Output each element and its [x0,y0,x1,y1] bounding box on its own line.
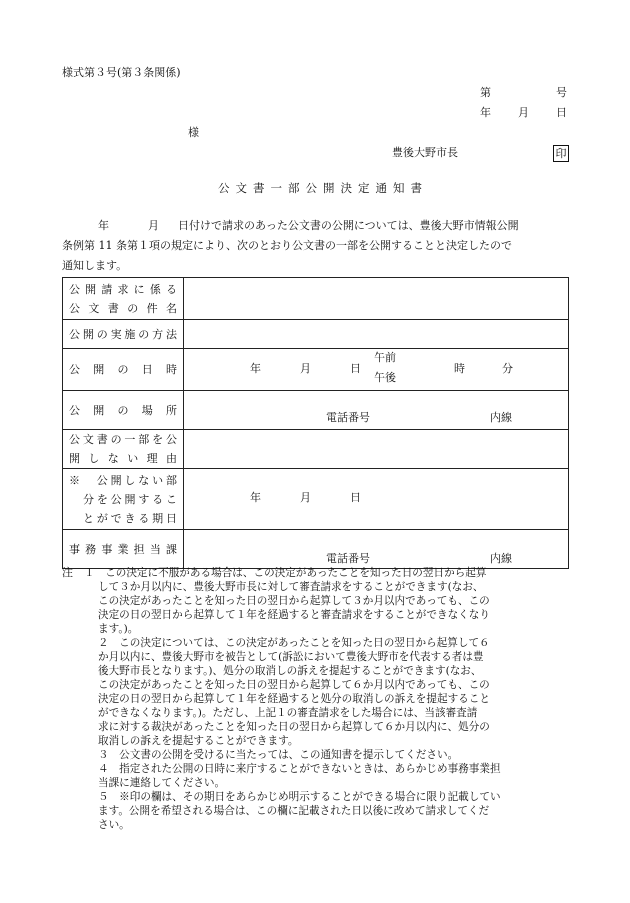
intro-line-1: 日付けで請求のあった公文書の公開については、豊後大野市情報公開 [178,219,519,232]
label-responsible-section: 事務事業担当課 [63,530,184,569]
label-future-disclosure-date: ※ 公開しない部 分を公開するこ とができる期日 [63,469,184,530]
future-date-day: 日 [350,491,361,504]
datetime-month: 月 [300,362,311,375]
label-disclosure-method: 公開の実施の方法 [63,320,184,349]
notes-section [70,566,570,832]
note-4: ４ 指定された公開の日時に来庁することができないときは、あらかじめ事務事業担 当課に連絡してください。 [98,763,501,789]
section-extension-label: 内線 [490,552,512,565]
field-disclosure-method[interactable] [184,320,569,349]
notes-marker: 注 [62,566,73,579]
datetime-am: 午前 [374,351,396,364]
seal-mark: 印 [553,145,569,162]
datetime-pm: 午後 [374,371,396,384]
field-nondisclosure-reason[interactable] [184,430,569,469]
section-phone-label: 電話番号 [326,552,370,565]
issuer-name: 豊後大野市長 [392,146,458,159]
note-3: ３ 公文書の公開を受けるに当たっては、この通知書を提示してください。 [98,749,459,761]
field-disclosure-place[interactable] [184,391,569,430]
intro-line-2: 条例第 11 条第１項の規定により、次のとおり公文書の一部を公開することと決定したので [62,239,512,252]
future-date-month: 月 [300,491,311,504]
intro-year: 年 [98,219,109,232]
table-row [63,530,569,569]
datetime-day: 日 [350,362,361,375]
table-row [63,469,569,530]
decision-table [62,277,569,569]
date-month: 月 [518,106,529,119]
field-future-disclosure-date[interactable] [184,469,569,530]
note-5: ５ ※印の欄は、その期日をあらかじめ明示することができる場合に限り記載してい ます。公開を希望される場合は、この欄に記載された日以後に改めて請求してくだ さい。 [98,791,501,831]
table-row [63,430,569,469]
note-2: ２ この決定については、この決定があったことを知った日の翌日から起算して６ か月以内に、豊後大野市を被告として(訴訟において豊後大野市を代表する者は豊 後大野市長となります。)、処分の取消しの訴えを提起することができます(なお、 この決定があったことを知った日の翌日から起算して６か月以内であっても、この 決定の日の翌日から起算して１年を経過すると処分の取消しの訴えを提起すること ができなくなります。)。ただし、上記１の審査請求をした場合には、当該審査請 求に対する裁決があったことを知った日の翌日から起算して６か月以内に、処分の 取消しの訴えを提起することができます。 [98,637,490,747]
datetime-year: 年 [250,362,261,375]
future-date-year: 年 [250,491,261,504]
label-nondisclosure-reason: 公文書の一部を公 開しない理由 [63,430,184,469]
field-responsible-section[interactable] [184,530,569,569]
doc-number-suffix: 号 [556,86,567,99]
datetime-hour: 時 [454,362,465,375]
place-phone-label: 電話番号 [326,411,370,424]
table-row [63,320,569,349]
table-row [63,278,569,320]
document-title: 公文書一部公開決定通知書 [218,181,428,195]
date-year: 年 [480,106,491,119]
field-request-subject[interactable] [184,278,569,320]
intro-month: 月 [148,219,159,232]
table-row [63,391,569,430]
field-disclosure-datetime[interactable] [184,349,569,391]
note-1: １ この決定に不服がある場合は、この決定があったことを知った日の翌日から起算 して３か月以内に、豊後大野市長に対して審査請求をすることができます(なお、 この決定があったことを知った日の翌日から起算して３か月以内であっても、この 決定の日の翌日から起算して１年を経過すると審査請求をすることができなくなり ます。)。 [84,567,490,635]
form-number: 様式第３号(第３条関係) [62,66,181,79]
label-disclosure-place: 公開の場所 [63,391,184,430]
date-day: 日 [556,106,567,119]
intro-line-3: 通知します。 [62,259,128,272]
doc-number-prefix: 第 [480,86,491,99]
table-row [63,349,569,391]
label-request-subject: 公開請求に係る 公文書の件名 [63,278,184,320]
addressee-suffix: 様 [188,126,199,139]
label-disclosure-datetime: 公開の日時 [63,349,184,391]
place-extension-label: 内線 [490,411,512,424]
datetime-minute: 分 [502,362,513,375]
